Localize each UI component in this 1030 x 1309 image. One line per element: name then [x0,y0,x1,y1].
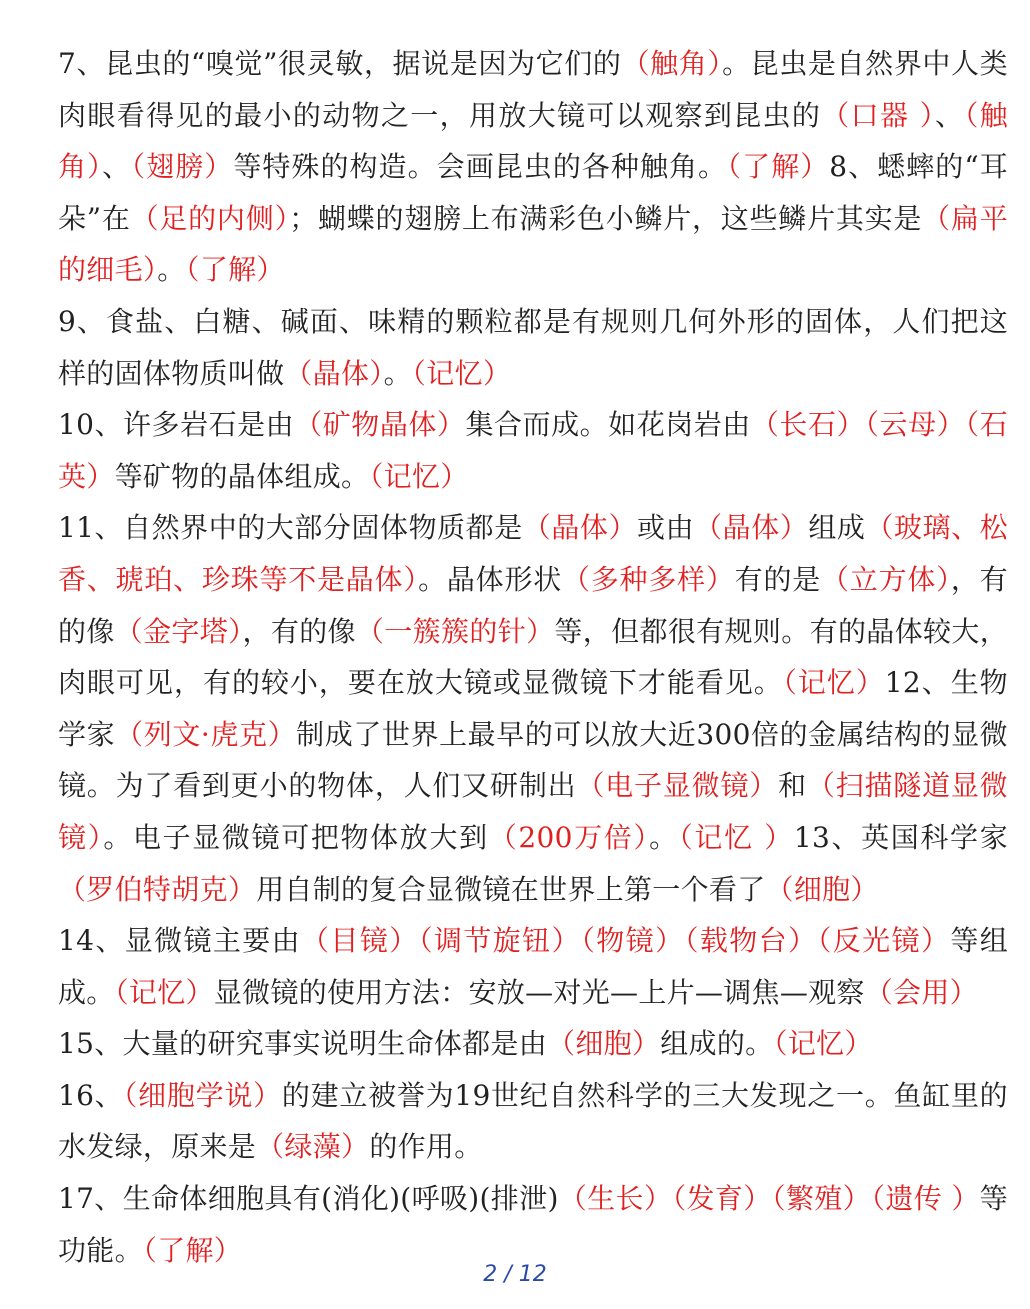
body-text: 10、许多岩石是由 [58,408,295,442]
body-text: 有的是 [734,562,822,596]
body-text: 组成 [808,511,866,545]
body-text: ；蝴蝶的翅膀上布满彩色小鳞片，这些鳞片其实是 [289,201,923,235]
answer-text: （玻璃、松香、琥珀、珍珠等不是晶体） [58,511,1008,596]
answer-text: （会用） [864,975,978,1009]
body-text: ，有的像 [242,614,356,648]
answer-text: （长石）（云母）（石英） [58,408,1008,493]
paragraph [58,399,1008,502]
answer-text: （晶体） [522,511,638,545]
body-text: 等，但都很有规则。有的晶体较大，肉眼可见，有的较小，要在放大镜或显微镜下才能看见。 [58,614,1009,700]
body-text: 17、生命体细胞具有(消化)(呼吸)(排泄) [58,1182,559,1216]
body-text: 用自制的复合显微镜在世界上第一个看了 [256,872,766,906]
answer-text: （列文·虎克） [115,717,297,751]
answer-text: （口器 ） [821,98,935,132]
body-text: ，有的像 [58,562,1008,648]
paragraph [58,1173,1008,1276]
answer-text: （罗伯特胡克） [58,872,257,906]
body-text: 。电子显微镜可把物体放大到 [103,820,489,854]
answer-text: （绿藻） [256,1130,370,1164]
body-text: 。昆虫是自然界中人类肉眼看得见的最小的动物之一，用放大镜可以观察到昆虫的 [58,47,1008,132]
answer-text: （细胞学说） [123,1078,282,1112]
body-text: 13、英国科学家 [793,820,1009,854]
body-text: 的作用。 [369,1130,483,1164]
body-text: 集合而成。如花岗岩由 [465,408,751,442]
body-text: 8、蟋蟀的“耳朵”在 [58,150,1008,235]
body-text: 11、自然界中的大部分固体物质都是 [58,511,523,545]
document-text [58,38,1008,1276]
answer-text: （记忆） [114,975,214,1009]
answer-text: （晶体） [694,511,809,545]
answer-text: （触角） [58,98,1008,184]
paragraph [58,915,1008,1018]
answer-text: （生长）（发育）（繁殖）（遗传 ） [558,1182,980,1216]
answer-text: （了解） [142,1233,243,1267]
answer-text: （记忆） [773,1027,873,1061]
answer-text: （了解） [727,150,830,184]
body-text: 等矿物的晶体组成。 [114,459,370,493]
answer-text: （记忆 ） [678,820,794,854]
body-text: 显微镜的使用方法：安放—对光—上片—调焦—观察 [213,975,865,1009]
body-text: 和 [778,769,807,803]
body-text: 12、生物学家 [58,666,1008,751]
body-text: 15、大量的研究事实说明生命体都是由 [58,1027,548,1061]
page-number: 2 / 12 [483,1262,547,1287]
body-text: 制成了世界上最早的可以放大近300倍的金属结构的显微镜。为了看到更小的物体，人们又研制出 [58,717,1008,803]
answer-text: （金字塔） [114,614,243,648]
body-text: 等特殊的构造。会画昆虫的各种触角。 [233,150,728,184]
answer-text: （细胞） [765,872,879,906]
body-text: 。 [157,253,186,287]
paragraph [58,296,1008,399]
body-text: 16、 [58,1078,124,1112]
answer-text: （触角） [621,47,723,80]
answer-text: （足的内侧） [130,201,290,235]
answer-text: （200万倍） [488,820,650,854]
answer-text: （记忆） [411,356,512,390]
paragraph [58,38,1008,296]
body-text: 7、昆虫的“嗅觉”很灵敏，据说是因为它们的 [58,47,622,80]
answer-text: （细胞） [547,1027,661,1061]
answer-text: （晶体） [284,356,384,390]
answer-text: （电子显微镜） [576,769,779,803]
body-text: 的建立被誉为19世纪自然科学的三大发现之一。鱼缸里的水发绿，原来是 [58,1078,1008,1164]
body-text: 14、显微镜主要由 [58,924,302,958]
answer-text: （扫描隧道显微镜） [58,769,1008,854]
body-text: 。 [383,356,412,390]
answer-text: （多种多样） [562,562,735,596]
paragraph [58,1070,1008,1173]
answer-text: （记忆） [782,666,885,700]
body-text: 9、食盐、白糖、碱面、味精的颗粒都是有规则几何外形的固体，人们把这样的固体物质叫做 [58,304,1008,390]
body-text: 。晶体形状 [418,562,562,596]
body-text: 或由 [637,511,695,545]
answer-text: （翅膀） [131,150,234,184]
answer-text: （扁平的细毛） [58,201,1008,287]
answer-text: （一簇簇的针） [355,614,555,648]
body-text: 等组成。 [58,924,1008,1009]
body-text: 。 [649,820,679,854]
answer-text: （立方体） [821,562,951,596]
answer-text: （目镜）（调节旋钮）（物镜）（载物台）（反光镜） [301,924,951,958]
body-text: 、 [102,150,132,184]
answer-text: （了解） [185,253,285,287]
body-text: 等功能。 [58,1182,1008,1267]
answer-text: （矿物晶体） [294,408,466,442]
body-text: 、 [934,98,965,132]
paragraph [58,1018,1008,1070]
body-text: 组成的。 [660,1027,774,1061]
answer-text: （记忆） [369,459,469,493]
paragraph [58,502,1008,915]
